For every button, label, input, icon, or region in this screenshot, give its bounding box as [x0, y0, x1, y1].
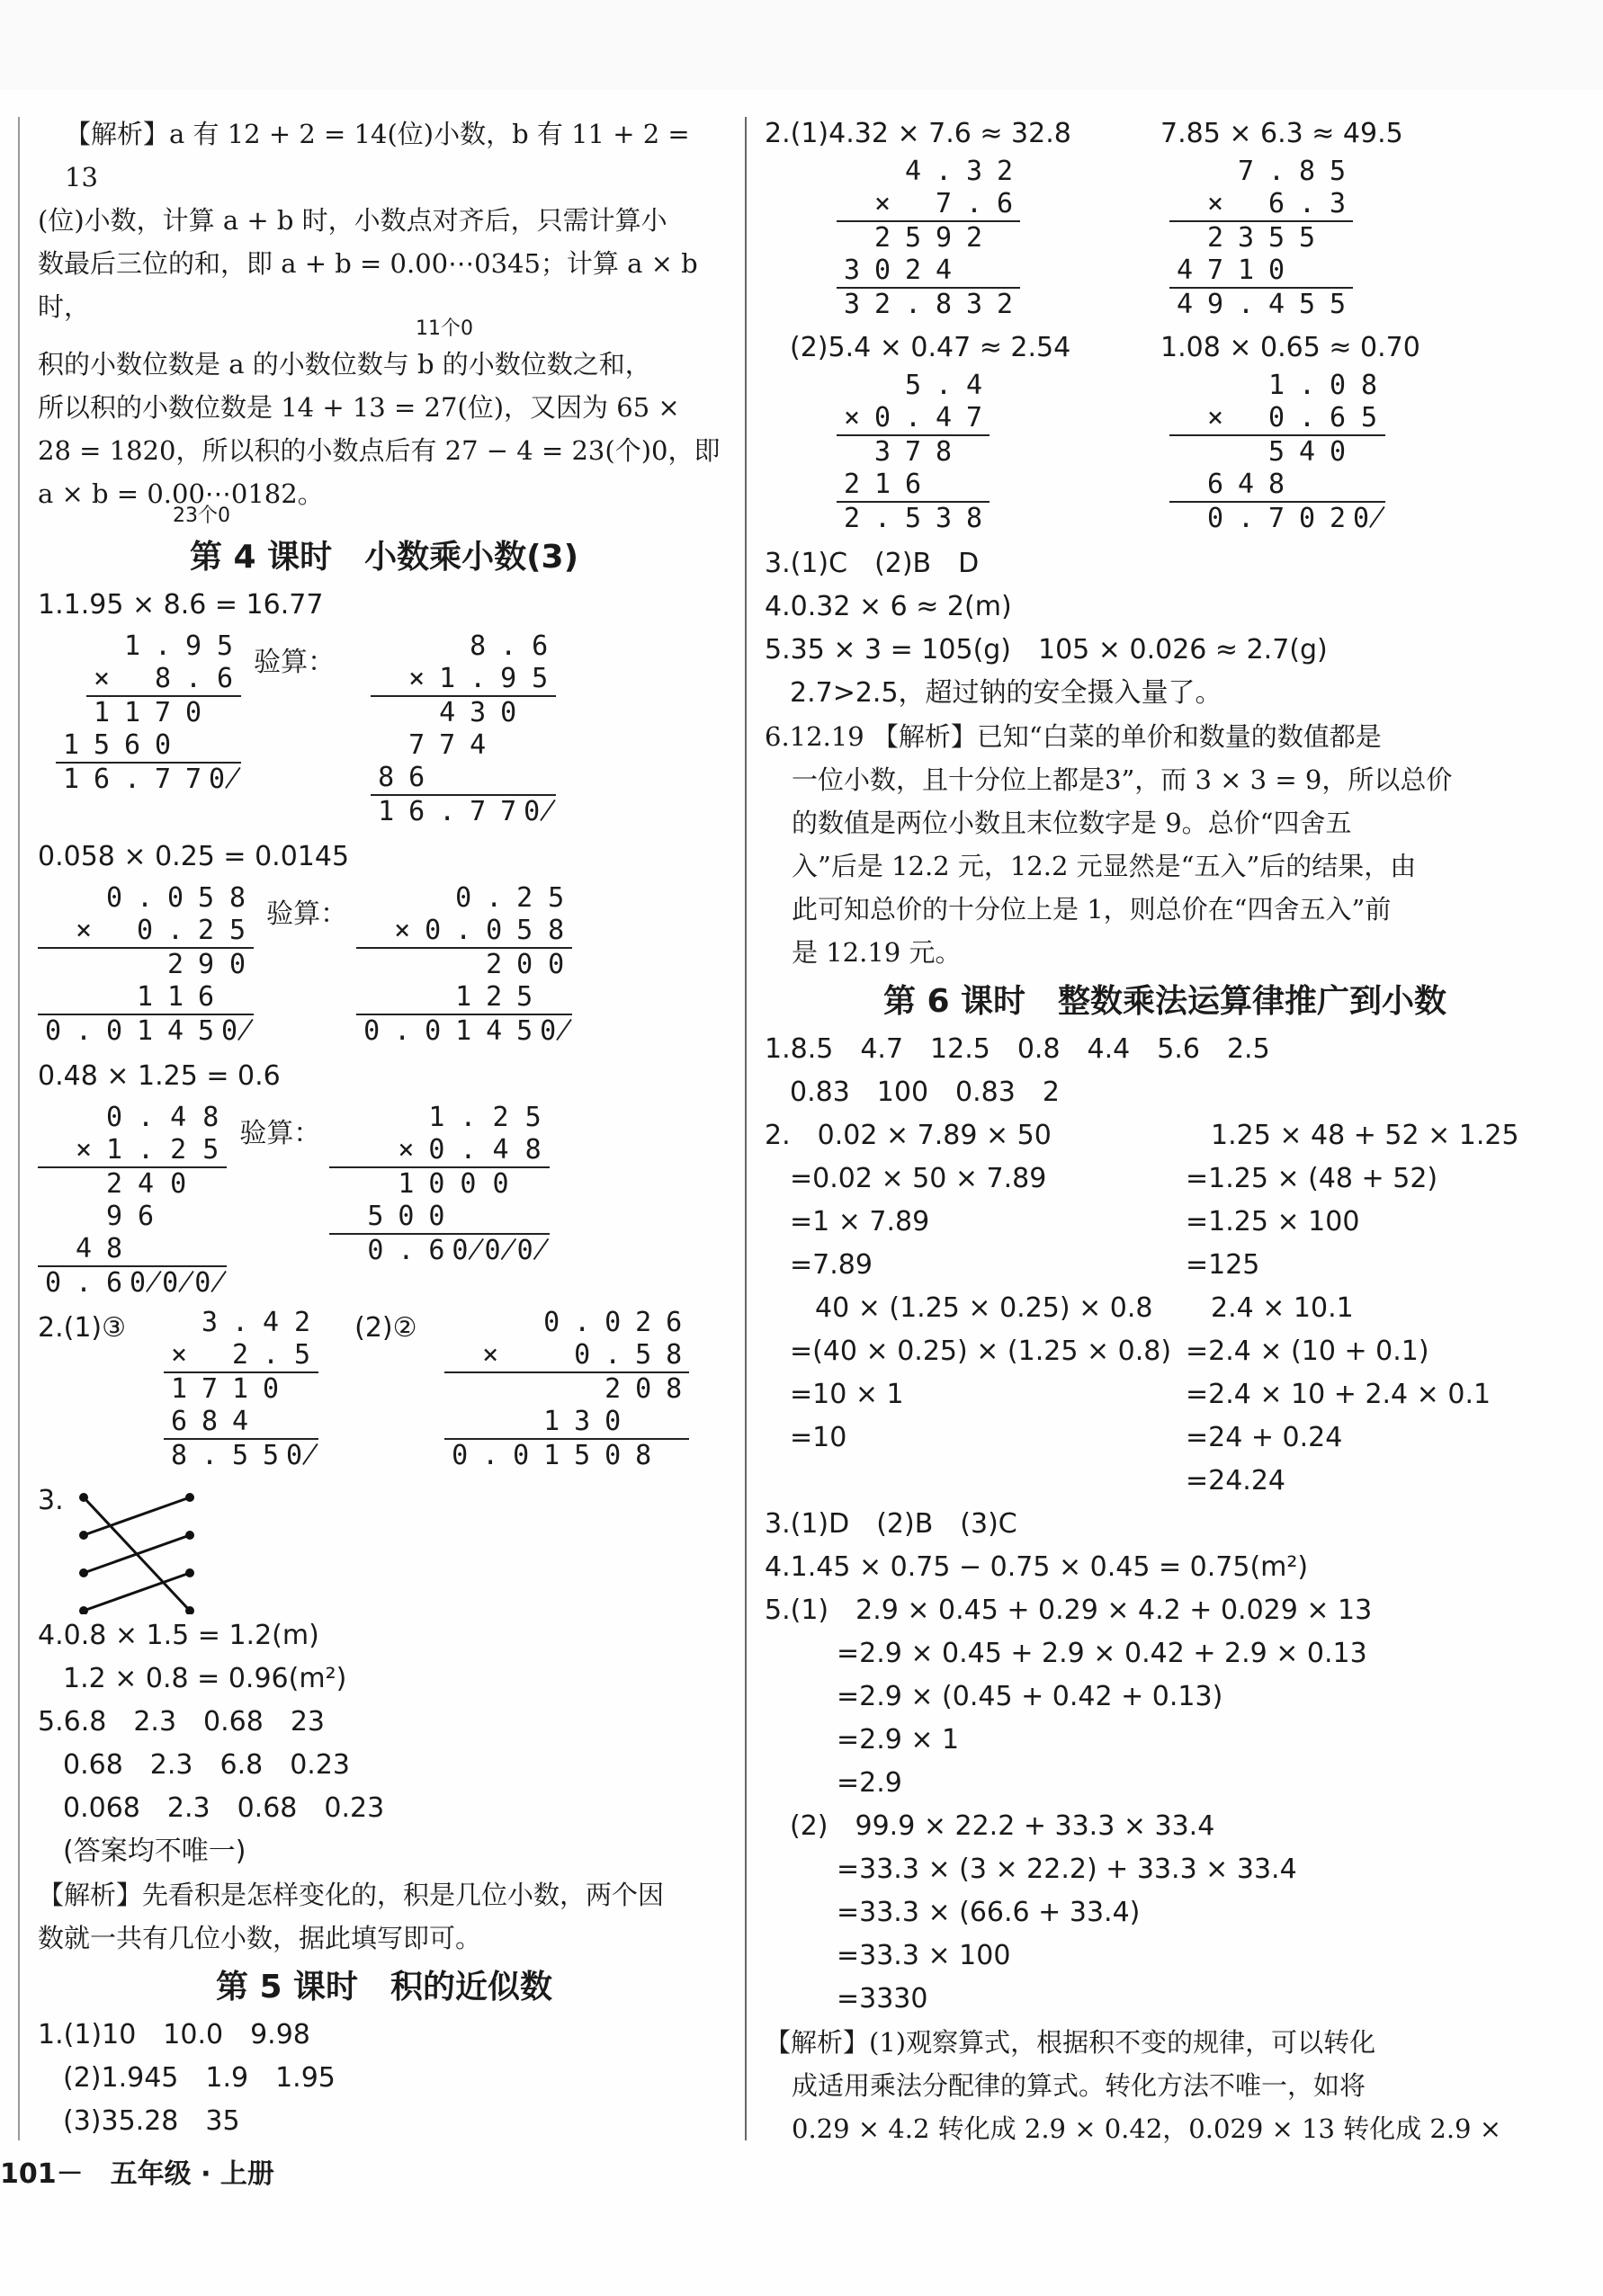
calc-step: =10 × 1 — [790, 1379, 904, 1410]
calc-step: =2.9 — [837, 1767, 902, 1799]
vertical-calc-group — [38, 630, 730, 828]
question-line: 1.2 × 0.8 = 0.96(m²) — [63, 1663, 347, 1694]
vertical-calculation: 4 . 3 2 × 7 . 6 2 5 9 2 3 0 2 4 3 2 . 8 3 2 — [837, 156, 1020, 321]
calc-step: 1.25 × 48 + 52 × 1.25 — [1211, 1120, 1519, 1151]
question-line: 2.(1)4.32 × 7.6 ≈ 32.8 — [765, 118, 1071, 149]
l6-q2-workings — [765, 1114, 1565, 1503]
analysis-line: 的数值是两位小数且末位数字是 9。总价“四舍五 — [792, 808, 1352, 838]
question-line: 3.(1)D (2)B (3)C — [765, 1508, 1017, 1540]
question-line: 4.0.32 × 6 ≈ 2(m) — [765, 591, 1012, 622]
calc-step: =33.3 × (3 × 22.2) + 33.3 × 33.4 — [837, 1854, 1297, 1885]
analysis-line: 数最后三位的和，即 a + b = 0.00⋯0345；计算 a × b 时， — [38, 248, 698, 322]
analysis-line: (位)小数，计算 a + b 时，小数点对齐后，只需计算小 — [38, 205, 667, 236]
calc-step: =2.9 × 1 — [837, 1724, 960, 1756]
analysis-line: 【解析】(1)观察算式，根据积不变的规律，可以转化 — [765, 2027, 1376, 2058]
question-line: (2)5.4 × 0.47 ≈ 2.54 — [790, 332, 1071, 363]
left-column — [38, 112, 730, 2143]
analysis-line: 0.29 × 4.2 转化成 2.9 × 0.42，0.029 × 13 转化成 2.9 × — [792, 2113, 1502, 2144]
question-line: 4.1.45 × 0.75 − 0.75 × 0.45 = 0.75(m²) — [765, 1551, 1309, 1583]
q2-part2 — [765, 326, 1565, 535]
question-line: 1.1.95 × 8.6 = 16.77 — [38, 589, 324, 621]
matching-lines-diagram — [64, 1479, 208, 1614]
q2-part1 — [765, 112, 1565, 321]
calc-step: =33.3 × (66.6 + 33.4) — [837, 1897, 1141, 1928]
lesson-title: 第 5 课时 积的近似数 — [215, 1969, 553, 2006]
vertical-calculation: 0 . 0 2 6 × 0 . 5 8 2 0 8 1 3 0 0 . 0 1 5 0 8 — [444, 1307, 689, 1472]
analysis-line: 【解析】a 有 12 + 2 = 14(位)小数，b 有 11 + 2 = 13 — [65, 119, 690, 192]
calc-step: =3330 — [837, 1983, 928, 2015]
calc-step: 2. 0.02 × 7.89 × 50 — [765, 1120, 1052, 1151]
analysis-line: 【解析】先看积是怎样变化的，积是几位小数，两个因 — [38, 1880, 665, 1910]
calc-step: =1 × 7.89 — [790, 1206, 930, 1237]
calc-step: =2.9 × (0.45 + 0.42 + 0.13) — [837, 1681, 1223, 1712]
page-edge-line — [18, 117, 20, 2140]
analysis-line: 6.12.19 【解析】已知“白菜的单价和数量的数值都是 — [765, 721, 1382, 752]
calc-step: =(40 × 0.25) × (1.25 × 0.8) — [790, 1336, 1172, 1367]
vertical-calculation: 3 . 4 2 × 2 . 5 1 7 1 0 6 8 4 8 . 5 5 0̸ — [164, 1307, 318, 1472]
analysis-line: 此可知总价的十分位上是 1，则总价在“四舍五入”前 — [792, 894, 1392, 925]
question-line: 4.0.8 × 1.5 = 1.2(m) — [38, 1620, 319, 1651]
calc-step: =2.4 × 10 + 2.4 × 0.1 — [1186, 1379, 1491, 1410]
question-line: 0.48 × 1.25 = 0.6 — [38, 1060, 281, 1092]
verify-label: 验算： — [266, 898, 348, 930]
calc-step: (2) 99.9 × 22.2 + 33.3 × 33.4 — [790, 1810, 1215, 1842]
vertical-calc-group — [38, 1102, 730, 1300]
brace-note: 23个0 — [173, 505, 230, 527]
vertical-calculation: 5 . 4 × 0 . 4 7 3 7 8 2 1 6 2 . 5 3 8 — [837, 370, 990, 535]
analysis-line: 积的小数位数是 a 的小数位数与 b 的小数位数之和， — [38, 349, 651, 380]
question-line: 0.83 100 0.83 2 — [790, 1077, 1060, 1108]
analysis-line: 28 = 1820，所以积的小数点后有 27 − 4 = 23(个)0，即 — [38, 435, 721, 466]
analysis-line: a × b = 0.00⋯0182。 — [38, 478, 324, 509]
calc-step: =2.4 × (10 + 0.1) — [1186, 1336, 1429, 1367]
question-label: (2)② — [354, 1312, 417, 1344]
analysis-line: 所以积的小数位数是 14 + 13 = 27(位)，又因为 65 × — [38, 392, 680, 423]
match-line — [84, 1535, 190, 1573]
calc-step: =24.24 — [1186, 1465, 1286, 1496]
analysis-line: 数就一共有几位小数，据此填写即可。 — [38, 1923, 482, 1953]
vertical-calculation: 1 . 2 5 × 0 . 4 8 1 0 0 0 5 0 0 0 . 6 0̸ 0̸ 0̸ — [329, 1102, 549, 1267]
analysis-line: 成适用乘法分配律的算式。转化方法不唯一，如将 — [792, 2070, 1366, 2101]
vertical-calculation: 0 . 0 5 8 × 0 . 2 5 2 9 0 1 1 6 0 . 0 1 4 5 0̸ — [38, 882, 254, 1048]
question-line: 1.08 × 0.65 ≈ 0.70 — [1160, 332, 1420, 363]
lesson-title: 第 6 课时 整数乘法运算律推广到小数 — [882, 983, 1447, 1020]
lesson-title: 第 4 课时 小数乘小数(3) — [189, 539, 579, 576]
calc-step: =1.25 × 100 — [1186, 1206, 1360, 1237]
verify-label: 验算： — [254, 647, 336, 678]
question-label: 3. — [38, 1485, 64, 1516]
right-column — [765, 112, 1565, 2150]
vertical-calculation: 0 . 4 8 × 1 . 2 5 2 4 0 9 6 4 8 0 . 6 0̸ 0̸ 0̸ — [38, 1102, 227, 1300]
calc-step: =7.89 — [790, 1249, 873, 1281]
verify-label: 验算： — [239, 1118, 321, 1149]
vertical-calculation: 8 . 6 × 1 . 9 5 4 3 0 7 7 4 8 6 1 6 . 7 7 0̸ — [371, 630, 556, 828]
vertical-calculation: 1 . 9 5 × 8 . 6 1 1 7 0 1 5 6 0 1 6 . 7 7 0̸ — [56, 630, 241, 796]
question-line: 0.058 × 0.25 = 0.0145 — [38, 841, 350, 872]
question-line: (2)1.945 1.9 1.95 — [63, 2062, 336, 2094]
calc-step: 5.(1) 2.9 × 0.45 + 0.29 × 4.2 + 0.029 × 13 — [765, 1595, 1373, 1626]
question-line: 5.35 × 3 = 105(g) 105 × 0.026 ≈ 2.7(g) — [765, 634, 1328, 666]
vertical-calculation: 7 . 8 5 × 6 . 3 2 3 5 5 4 7 1 0 4 9 . 4 5 5 — [1169, 156, 1353, 321]
analysis-line: 是 12.19 元。 — [792, 937, 962, 968]
question-line: 2.7>2.5，超过钠的安全摄入量了。 — [790, 677, 1222, 709]
question-line: 0.68 2.3 6.8 0.23 — [63, 1749, 351, 1781]
calc-step: 2.4 × 10.1 — [1211, 1292, 1354, 1324]
vertical-calculation: 1 . 0 8 × 0 . 6 5 5 4 0 6 4 8 0 . 7 0 2 0̸ — [1169, 370, 1385, 535]
question-line: 7.85 × 6.3 ≈ 49.5 — [1160, 118, 1403, 149]
question-line: 1.(1)10 10.0 9.98 — [38, 2019, 310, 2050]
question-label: 2.(1)③ — [38, 1312, 127, 1344]
top-margin — [0, 0, 1603, 90]
calc-step: =33.3 × 100 — [837, 1940, 1011, 1971]
analysis-line: 一位小数，且十分位上都是3”，而 3 × 3 = 9，所以总价 — [792, 764, 1453, 795]
vertical-calc-group — [38, 1307, 730, 1472]
brace-note: 11个0 — [416, 317, 473, 340]
question-line: 0.068 2.3 0.68 0.23 — [63, 1792, 385, 1824]
page-footer: 101－ 五年级 · 上册 — [0, 2158, 274, 2190]
question-line: (3)35.28 35 — [63, 2105, 240, 2137]
calc-step: =10 — [790, 1422, 847, 1453]
question-line: 3.(1)C (2)B D — [765, 548, 980, 579]
calc-step: =1.25 × (48 + 52) — [1186, 1163, 1438, 1194]
question-line: (答案均不唯一) — [63, 1836, 246, 1867]
analysis-line: 入”后是 12.2 元，12.2 元显然是“五入”后的结果，由 — [792, 851, 1417, 881]
column-divider — [745, 117, 747, 2140]
calc-step: =0.02 × 50 × 7.89 — [790, 1163, 1047, 1194]
vertical-calculation: 0 . 2 5 × 0 . 0 5 8 2 0 0 1 2 5 0 . 0 1 4 5 0̸ — [356, 882, 572, 1048]
calc-step: 40 × (1.25 × 0.25) × 0.8 — [815, 1292, 1153, 1324]
matching-question — [38, 1479, 730, 1614]
calc-step: =125 — [1186, 1249, 1260, 1281]
question-line: 5.6.8 2.3 0.68 23 — [38, 1706, 326, 1738]
calc-step: =2.9 × 0.45 + 2.9 × 0.42 + 2.9 × 0.13 — [837, 1638, 1367, 1669]
question-line: 1.8.5 4.7 12.5 0.8 4.4 5.6 2.5 — [765, 1033, 1270, 1065]
calc-step: =24 + 0.24 — [1186, 1422, 1343, 1453]
vertical-calc-group — [38, 882, 730, 1048]
